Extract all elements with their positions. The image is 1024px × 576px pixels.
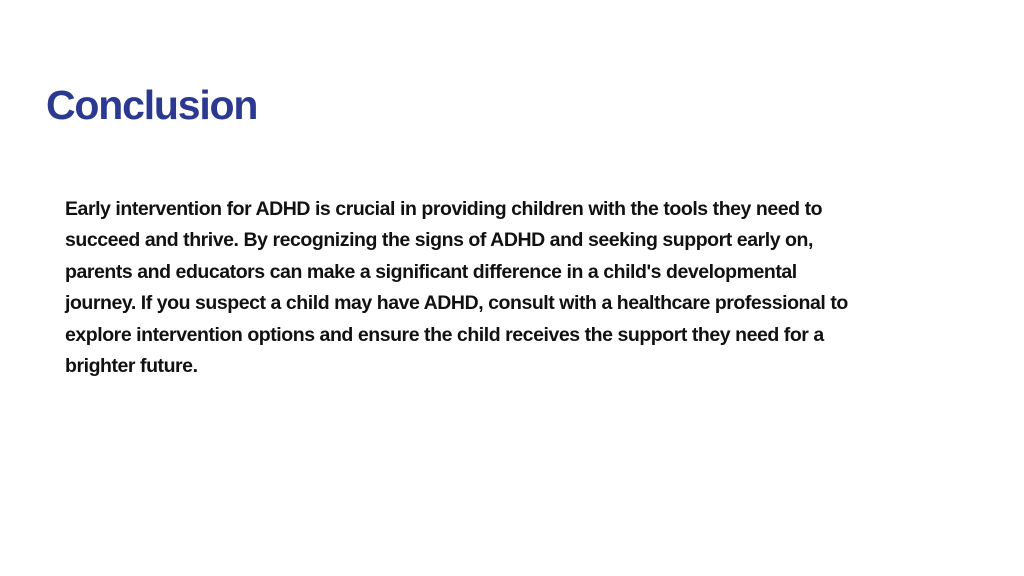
slide-body-text: Early intervention for ADHD is crucial in providing children with the tools they need to succeed and thrive. By recognizing the signs of ADHD and seeking support early on, parents and educators can make a significant difference in a child's developmental journey. If you suspect a child may have ADHD, consult with a healthcare professional to explore intervention options and ensure the child receives the support they need for a brighter future. — [65, 198, 848, 378]
slide-title: Conclusion — [46, 82, 258, 128]
